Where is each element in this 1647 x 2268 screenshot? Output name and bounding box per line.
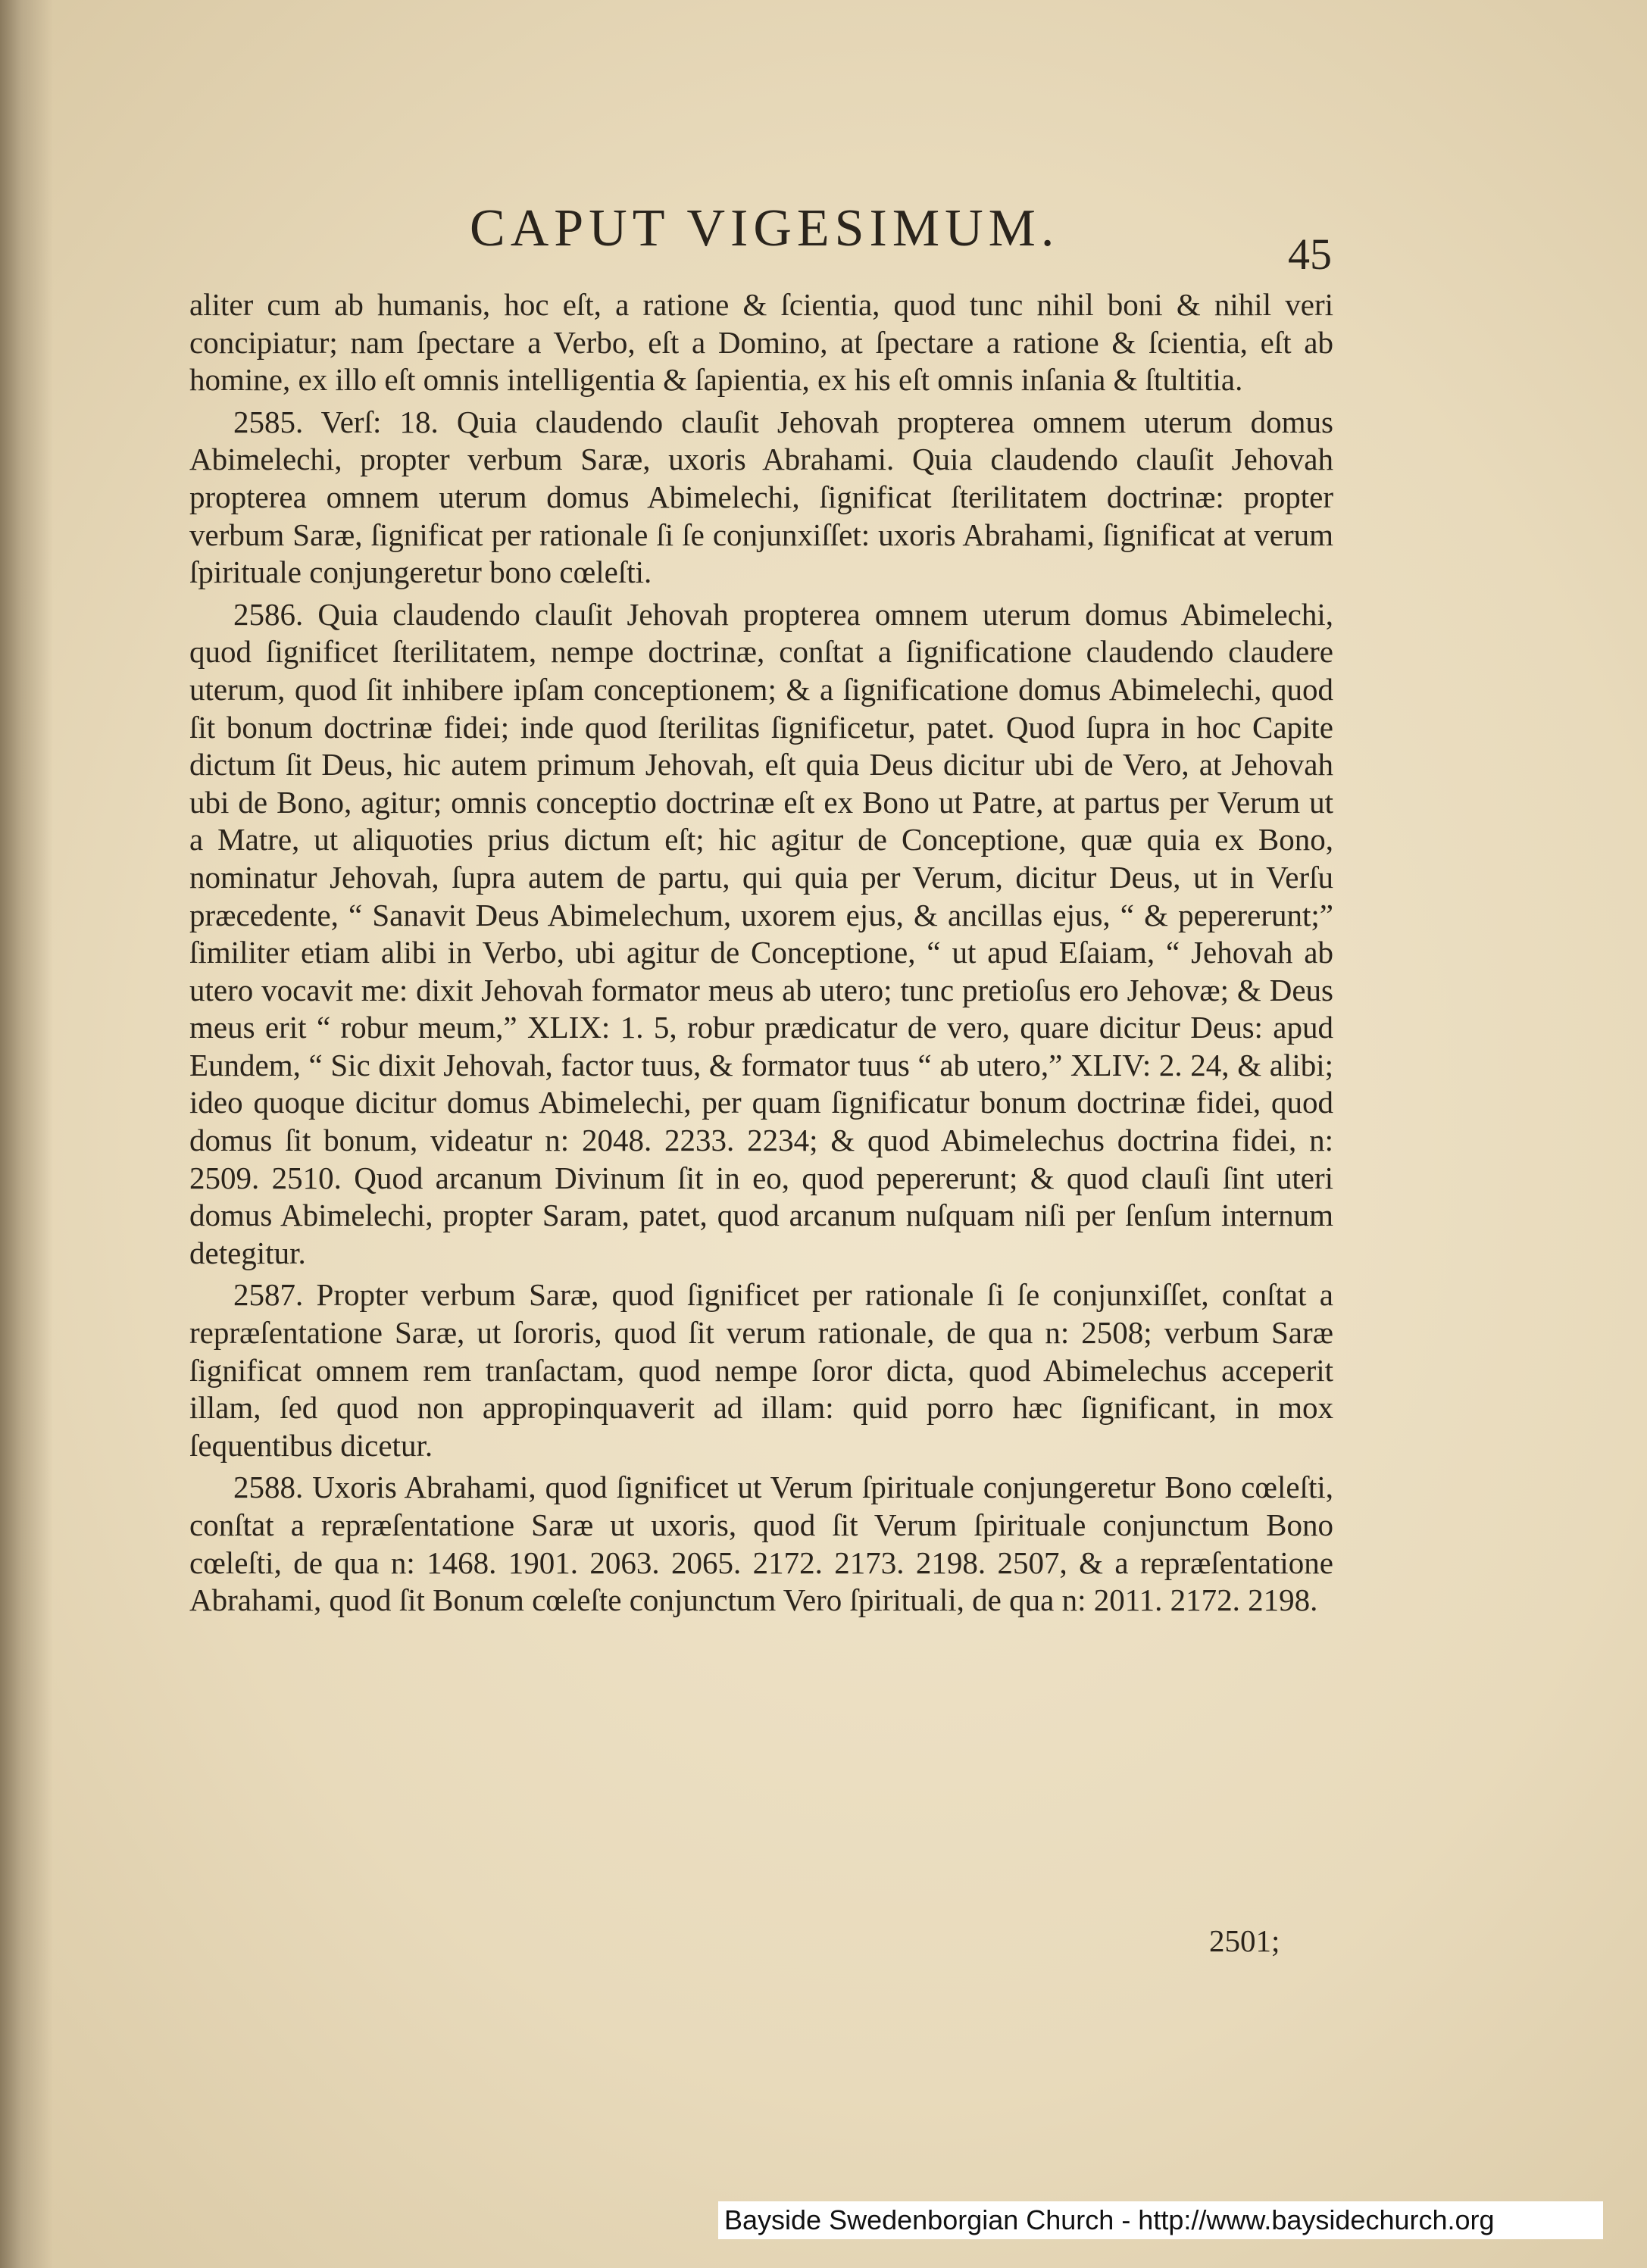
page-spine-shadow <box>0 0 53 2268</box>
paragraph-2585: 2585. Verſ: 18. Quia claudendo clauſit Jehovah propterea omnem uterum domus Abimelechi, propter verbum Saræ, uxoris Abrahami. Quia claudendo clauſit Jehovah propterea omnem uterum domus Abimelechi, ſignificat ſterilitatem doctrinæ: propter verbum Saræ, ſignificat per rationale ſi ſe conjunxiſſet: uxoris Abrahami, ſignificat at verum ſpirituale conjungeretur bono cœleſti. <box>189 404 1333 590</box>
paragraph-2586: 2586. Quia claudendo clauſit Jehovah propterea omnem uterum domus Abimelechi, quod ſignificet ſterilitatem, nempe doctrinæ, conſtat a ſignificatione claudendo claudere uterum, quod ſit inhibere ipſam conceptionem; & a ſignificatione domus Abimelechi, quod ſit bonum doctrinæ fidei; inde quod ſterilitas ſignificetur, patet. Quod ſupra in hoc Capite dictum ſit Deus, hic autem primum Jehovah, eſt quia Deus dicitur ubi de Vero, at Jehovah ubi de Bono, agitur; omnis conceptio doctrinæ eſt ex Bono ut Patre, at partus per Verum ut a Matre, ut aliquoties prius dictum eſt; hic agitur de Conceptione, quæ quia ex Bono, nominatur Jehovah, ſupra autem de partu, qui quia per Verum, dicitur Deus, ut in Verſu præcedente, “ Sanavit Deus Abimelechum, uxorem ejus, & ancillas ejus, “ & pepererunt;” ſimiliter etiam alibi in Verbo, ubi agitur de Conceptione, “ ut apud Eſaiam, “ Jehovah ab utero vocavit me: dixit Jehovah formator meus ab utero; tunc pretioſus ero Jehovæ; & Deus meus erit “ robur meum,” XLIX: 1. 5, robur prædicatur de vero, quare dicitur Deus: apud Eundem, “ Sic dixit Jehovah, factor tuus, & formator tuus “ ab utero,” XLIV: 2. 24, & alibi; ideo quoque dicitur domus Abimelechi, per quam ſignificatur bonum doctrinæ fidei, quod domus ſit bonum, videatur n: 2048. 2233. 2234; & quod Abimelechus doctrina fidei, n: 2509. 2510. Quod arcanum Divinum ſit in eo, quod pepererunt; & quod clauſi ſint uteri domus Abimelechi, propter Saram, patet, quod arcanum nuſquam niſi per ſenſum internum detegitur. <box>189 596 1333 1270</box>
paragraph-2588: 2588. Uxoris Abrahami, quod ſignificet ut Verum ſpirituale conjungeretur Bono cœleſti, conſtat a repræſentatione Saræ ut uxoris, quod ſit Verum ſpirituale conjunctum Bono cœleſti, de qua n: 1468. 1901. 2063. 2065. 2172. 2173. 2198. 2507, & a repræſentatione Abrahami, quod ſit Bonum cœleſte conjunctum Vero ſpirituali, de qua n: 2011. 2172. 2198. <box>189 1470 1333 1618</box>
paragraph-continuation: aliter cum ab humanis, hoc eſt, a ratione & ſcientia, quod tunc nihil boni & nihil veri concipiatur; nam ſpectare a Verbo, eſt a Domino, at ſpectare a ratione & ſcientia, eſt ab homine, ex illo eſt omnis intelligentia & ſapientia, ex his eſt omnis inſania & ſtultitia. <box>189 287 1333 398</box>
page-number: 45 <box>1288 230 1332 279</box>
paragraph-2587: 2587. Propter verbum Saræ, quod ſignificet per rationale ſi ſe conjunxiſſet, conſtat a repræſentatione Saræ, ut ſororis, quod ſit verum rationale, de qua n: 2508; verbum Saræ ſignificat omnem rem tranſactam, quod nempe ſoror dicta, quod Abimelechus acceperit illam, ſed quod non appropinquaverit ad illam: quid porro hæc ſignificant, in mox ſequentibus dicetur. <box>189 1277 1333 1463</box>
running-header: CAPUT VIGESIMUM. <box>470 199 1060 258</box>
catchword: 2501; <box>1209 1923 1280 1958</box>
watermark-footer: Bayside Swedenborgian Church - http://www.baysidechurch.org <box>718 2201 1603 2239</box>
page-body <box>189 286 1333 1624</box>
